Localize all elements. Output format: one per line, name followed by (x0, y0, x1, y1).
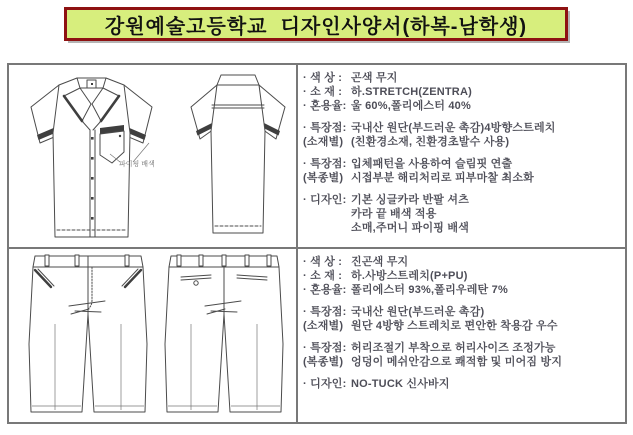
pants-back-drawing (165, 255, 283, 412)
spec-value: 시접부분 해리처리로 피부마찰 최소화 (351, 172, 534, 184)
spec-row (303, 171, 621, 185)
shirt-back-drawing (191, 75, 285, 233)
spec-value: (친환경소재, 친환경초발수 사용) (351, 136, 510, 148)
spec-row (303, 305, 621, 319)
pants-drawing-cell (9, 249, 298, 422)
spec-value: 엉덩이 메쉬안감으로 쾌적함 및 미어짐 방지 (351, 356, 563, 368)
spec-value: 입체패턴을 사용하여 슬림핏 연출 (351, 158, 513, 170)
spec-label: (소재별) (303, 136, 344, 148)
spec-label (303, 221, 351, 235)
spec-value: 소매,주머니 파이핑 배색 (351, 222, 470, 234)
spec-label: · 디자인: (303, 194, 347, 206)
spec-label: · 소 재 : (303, 86, 343, 98)
pants-row (9, 249, 625, 422)
spec-label: · 색 상 : (303, 256, 343, 268)
spec-label: (소재별) (303, 320, 344, 332)
pants-front-drawing (29, 255, 147, 412)
spec-row (303, 255, 621, 269)
shirt-drawing-cell (9, 65, 298, 247)
spec-row (303, 283, 621, 297)
spec-value: 원단 4방향 스트레치로 편안한 착용감 우수 (351, 320, 558, 332)
spec-value: 곤색 무지 (351, 72, 398, 84)
spec-row (303, 269, 621, 283)
spec-label: · 특장점: (303, 158, 347, 170)
spec-row (303, 71, 621, 85)
spec-row (303, 157, 621, 171)
pants-spec-text (298, 249, 625, 422)
spec-row (303, 221, 621, 235)
title-banner (64, 7, 568, 41)
spec-label: (복종별) (303, 172, 344, 184)
spec-value: 허리조절기 부착으로 허리사이즈 조정가능 (351, 342, 556, 354)
spec-label: · 디자인: (303, 378, 347, 390)
page-title: 강원예술고등학교 디자인사양서(하복-남학생) (104, 15, 528, 38)
spec-label: · 소 재 : (303, 270, 343, 282)
pants-drawings (9, 249, 298, 420)
shirt-front-drawing (31, 78, 152, 237)
spec-row (303, 99, 621, 113)
spec-value: 하.STRETCH(ZENTRA) (351, 86, 472, 98)
shirt-row (9, 65, 625, 249)
spec-value: 국내산 원단(부드러운 촉감) (351, 306, 485, 318)
spec-label (303, 207, 351, 221)
spec-label: (복종별) (303, 356, 344, 368)
spec-row (303, 135, 621, 149)
spec-value: 카라 끝 배색 적용 (351, 208, 437, 220)
spec-value: 진곤색 무지 (351, 256, 409, 268)
spec-value: NO-TUCK 신사바지 (351, 378, 450, 390)
spec-row (303, 85, 621, 99)
spec-value: 하.사방스트레치(P+PU) (351, 270, 468, 282)
spec-label: · 특장점: (303, 306, 347, 318)
spec-row (303, 193, 621, 207)
spec-label: · 특장점: (303, 342, 347, 354)
spec-value: 국내산 원단(부드러운 촉감)4방향스트레치 (351, 122, 556, 134)
spec-row (303, 377, 621, 391)
spec-row (303, 355, 621, 369)
spec-value: 폴리에스터 93%,폴리우레탄 7% (351, 284, 508, 296)
spec-label: · 특장점: (303, 122, 347, 134)
spec-row (303, 319, 621, 333)
shirt-spec-text (298, 65, 625, 247)
spec-label: · 색 상 : (303, 72, 343, 84)
spec-value: 울 60%,폴리에스터 40% (351, 100, 471, 112)
spec-value: 기본 싱글카라 반팔 셔츠 (351, 194, 470, 206)
shirt-drawings (9, 65, 298, 247)
spec-row (303, 341, 621, 355)
spec-row (303, 121, 621, 135)
spec-table (7, 63, 627, 424)
spec-label: · 혼용율: (303, 100, 347, 112)
spec-label: · 혼용율: (303, 284, 347, 296)
piping-annotation: 파이핑 배색 (119, 161, 155, 168)
spec-row (303, 207, 621, 221)
